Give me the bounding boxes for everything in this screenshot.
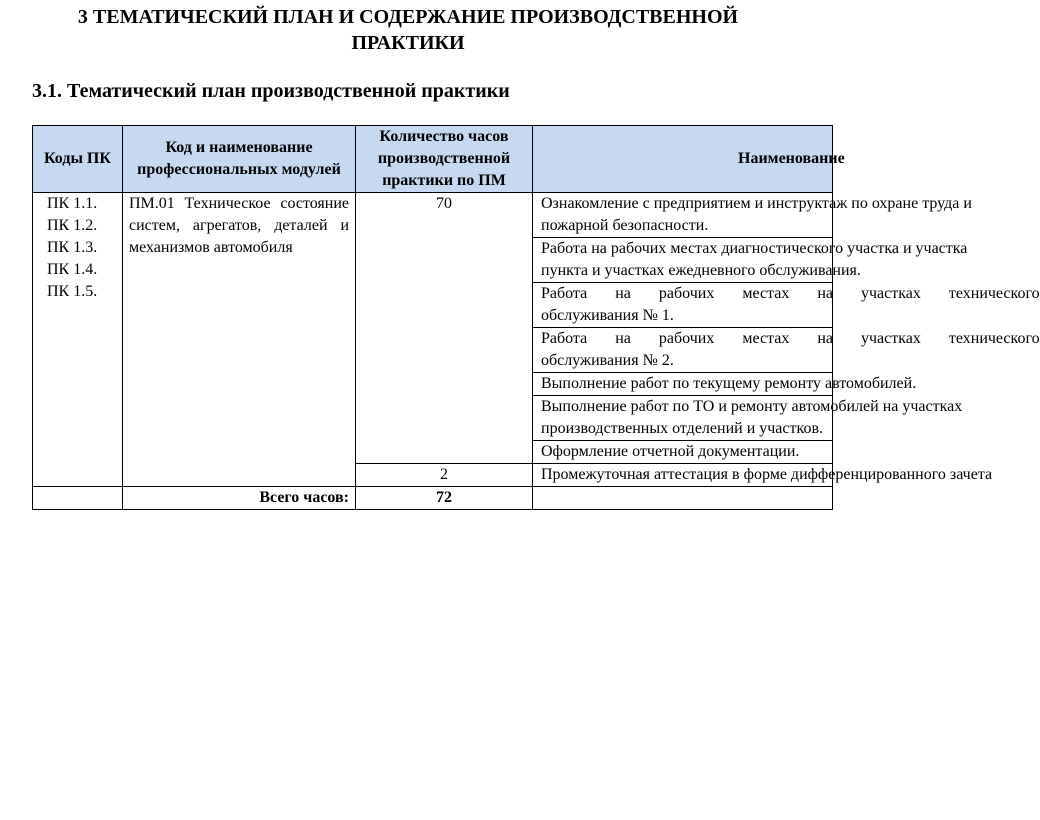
- topic-cell: Выполнение работ по ТО и ремонту автомобилей на участках производственных отделений и участков.: [533, 396, 833, 441]
- header-hours: Количество часов производственной практики по ПМ: [356, 126, 533, 193]
- topic-cell: Оформление отчетной документации.: [533, 441, 833, 464]
- heading-line-1: 3 ТЕМАТИЧЕСКИЙ ПЛАН И СОДЕРЖАНИЕ ПРОИЗВОДСТВЕННОЙ: [77, 6, 739, 28]
- total-label: Всего часов:: [123, 487, 356, 510]
- competency-code: ПК 1.2.: [47, 217, 98, 234]
- hours-attestation-cell: 2: [356, 464, 533, 487]
- topic-cell: Работа на рабочих местах на участках технического обслуживания № 2.: [533, 328, 833, 373]
- module-cell: ПМ.01 Техническое состояние систем, агрегатов, деталей и механизмов автомобиля: [123, 193, 356, 487]
- topic-cell: Работа на рабочих местах диагностического участка и участка пункта и участках ежедневного обслуживания.: [533, 238, 833, 283]
- competency-code: ПК 1.4.: [47, 261, 98, 278]
- header-codes: Коды ПК: [33, 126, 123, 193]
- empty-cell: [533, 487, 833, 510]
- attestation-cell: Промежуточная аттестация в форме дифференцированного зачета: [533, 464, 833, 487]
- competency-code: ПК 1.5.: [47, 283, 98, 300]
- total-value: 72: [356, 487, 533, 510]
- heading-line-2: ПРАКТИКИ: [351, 32, 465, 54]
- document-heading: [0, 4, 816, 56]
- competency-code: ПК 1.3.: [47, 239, 98, 256]
- header-topics: Наименование: [533, 126, 833, 193]
- topic-cell: Работа на рабочих местах на участках технического обслуживания № 1.: [533, 283, 833, 328]
- thematic-plan-table: [32, 125, 1040, 510]
- competency-codes-cell: [33, 193, 123, 487]
- table-total-row: [33, 487, 833, 510]
- hours-main-cell: 70: [356, 193, 533, 464]
- table-header-row: [33, 126, 833, 193]
- table-row: [33, 193, 833, 238]
- section-subheading: 3.1. Тематический план производственной практики: [32, 80, 510, 102]
- topic-cell: Выполнение работ по текущему ремонту автомобилей.: [533, 373, 833, 396]
- competency-code: ПК 1.1.: [47, 195, 98, 212]
- header-module: Код и наименование профессиональных модулей: [123, 126, 356, 193]
- topic-cell: Ознакомление с предприятием и инструктаж по охране труда и пожарной безопасности.: [533, 193, 833, 238]
- empty-cell: [33, 487, 123, 510]
